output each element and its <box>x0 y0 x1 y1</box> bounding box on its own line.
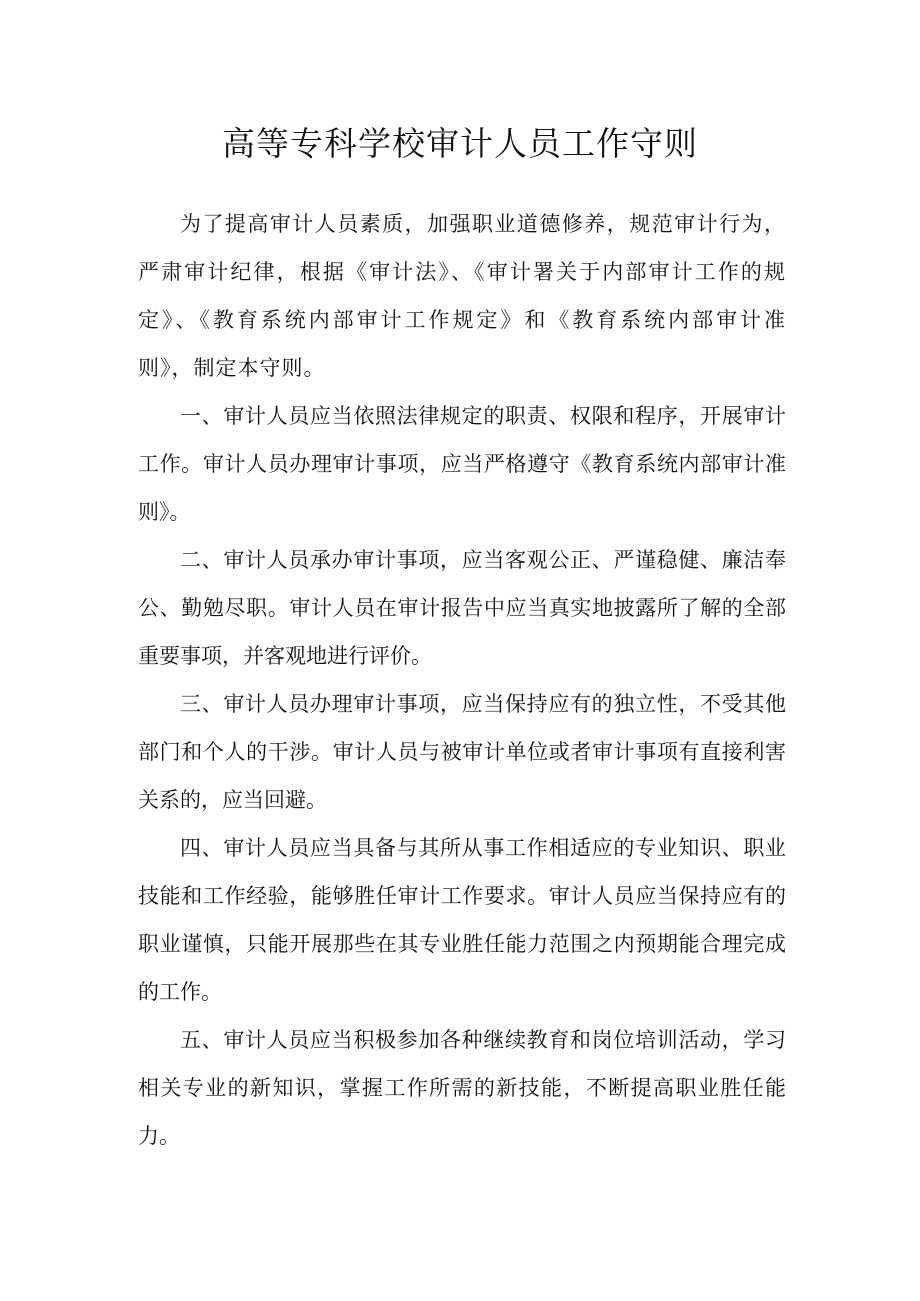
document-body <box>138 200 786 1160</box>
document-title: 高等专科学校审计人员工作守则 <box>222 124 698 163</box>
paragraph-article-3: 三、审计人员办理审计事项，应当保持应有的独立性，不受其他部门和个人的干涉。审计人员与被审计单位或者审计事项有直接利害关系的，应当回避。 <box>138 692 786 812</box>
paragraph-article-1: 一、审计人员应当依照法律规定的职责、权限和程序，开展审计工作。审计人员办理审计事项，应当严格遵守《教育系统内部审计准则》。 <box>138 404 786 524</box>
paragraph-article-2: 二、审计人员承办审计事项，应当客观公正、严谨稳健、廉洁奉公、勤勉尽职。审计人员在审计报告中应当真实地披露所了解的全部重要事项，并客观地进行评价。 <box>138 548 786 668</box>
paragraph-article-4: 四、审计人员应当具备与其所从事工作相适应的专业知识、职业技能和工作经验，能够胜任审计工作要求。审计人员应当保持应有的职业谨慎，只能开展那些在其专业胜任能力范围之内预期能合理完成的工作。 <box>138 836 786 1004</box>
paragraph-preamble: 为了提高审计人员素质，加强职业道德修养，规范审计行为，严肃审计纪律，根据《审计法》、《审计署关于内部审计工作的规定》、《教育系统内部审计工作规定》和《教育系统内部审计准则》，制定本守则。 <box>138 212 786 380</box>
paragraph-article-5: 五、审计人员应当积极参加各种继续教育和岗位培训活动，学习相关专业的新知识，掌握工作所需的新技能，不断提高职业胜任能力。 <box>138 1028 786 1148</box>
